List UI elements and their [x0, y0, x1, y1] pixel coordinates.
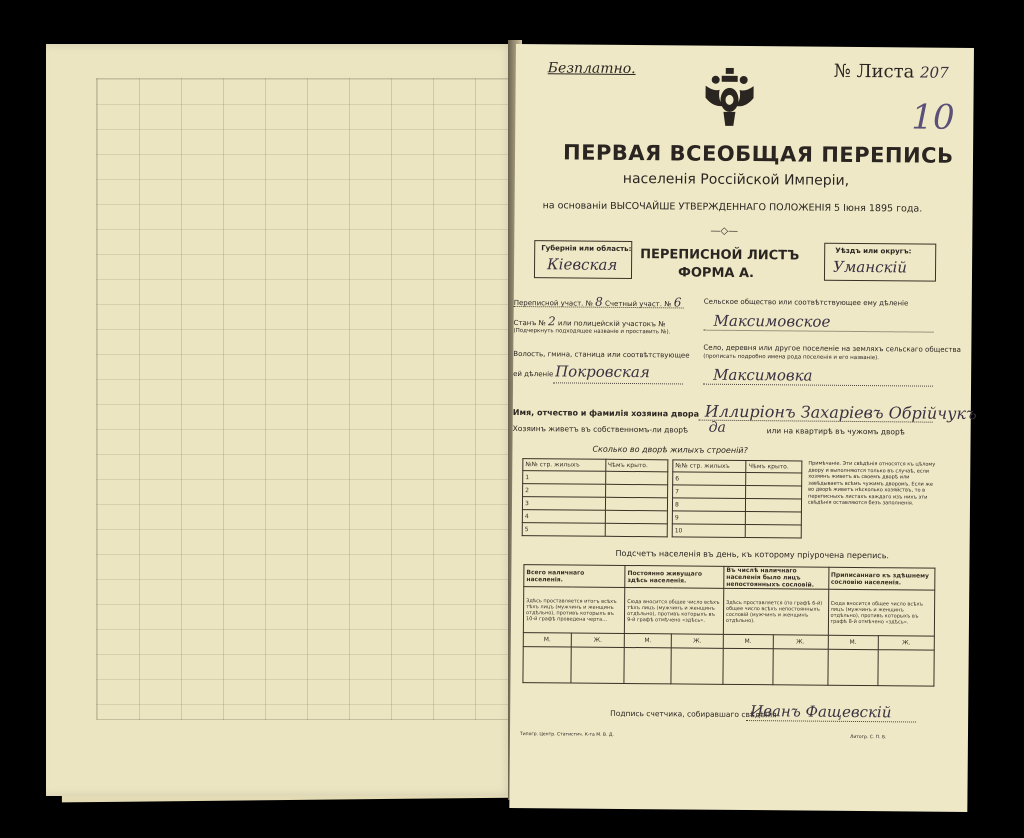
- female-col: Ж.: [773, 635, 828, 649]
- count-header: Всего наличнаго населенія.: [524, 565, 625, 588]
- uezd-label: Уѣздъ или округъ:: [835, 246, 912, 256]
- printer-right: Литогр. С. П. Б.: [849, 734, 887, 741]
- census-district-line: Переписной участ. № 8 Счетный участ. № 6: [513, 294, 682, 310]
- form-title: ПЕРВАЯ ВСЕОБЩАЯ ПЕРЕПИСЬ: [562, 140, 954, 168]
- village-value: Максимовка: [713, 365, 813, 385]
- rent-label: или на квартирѣ въ чужомъ дворѣ: [766, 426, 905, 437]
- row-no: 3: [522, 497, 605, 511]
- volost-value: Покровская: [555, 362, 650, 382]
- census-district-no: 8: [595, 294, 603, 309]
- male-col: М.: [828, 635, 879, 649]
- row-no: 1: [523, 471, 606, 485]
- uezd-value: Уманскій: [832, 257, 908, 277]
- row-no: 4: [522, 510, 605, 524]
- sheet-number-value: 207: [919, 63, 949, 82]
- count-header: Въ числѣ наличнаго населенія было лицъ непостоянныхъ сословій.: [724, 566, 829, 589]
- stan-no: 2: [548, 314, 556, 329]
- row-no: 9: [672, 511, 746, 525]
- buildings-note: Примѣчаніе. Эти свѣдѣнія относятся къ цѣлому двору и выполняются только въ случаѣ, если хозяинъ живетъ въ своемъ дворѣ или завѣдываетъ всѣмъ чужимъ дворомъ. Если же во дворѣ живетъ нѣсколько хозяйствъ, то в переписныхъ листахъ каждаго изъ нихъ эти свѣдѣнія оставляются безъ заполненія.: [807, 460, 936, 507]
- owner-value: Иллиріонъ Захаріевъ Обрійчукъ: [704, 401, 977, 424]
- population-count-table: [522, 564, 935, 687]
- col-no: №№ стр. жилыхъ: [523, 459, 606, 472]
- counting-district-no: 6: [673, 295, 682, 310]
- society-label: Сельское общество или соотвѣтствующее ему дѣленіе: [703, 297, 909, 308]
- form-label-line2: ФОРМА А.: [677, 265, 755, 282]
- census-form-page: [509, 44, 977, 812]
- col-roof: Чѣмъ крыто.: [746, 461, 802, 473]
- stan-line: Станъ № 2 или полицейскій участокъ №: [513, 314, 666, 329]
- rule: [553, 382, 683, 384]
- count-desc: Сюда вносится общее число всѣхъ тѣхъ лицъ (мужчинъ и женщинъ отдѣльно), противъ которыхъ въ 9-й графѣ отмѣчено «здѣсь».: [625, 587, 724, 634]
- male-col: М.: [723, 634, 773, 648]
- row-no: 2: [523, 484, 606, 498]
- society-value: Максимовское: [713, 311, 831, 331]
- free-label: Безплатно.: [547, 60, 636, 78]
- row-no: 7: [673, 485, 747, 499]
- count-header: Постоянно живущаго здѣсь населенія.: [625, 565, 724, 588]
- count-title: Подсчетъ населенія въ день, къ которому пріурочена перепись.: [615, 548, 890, 561]
- own-yard-value: да: [708, 419, 726, 436]
- female-col: Ж.: [878, 636, 934, 650]
- row-no: 8: [672, 498, 746, 512]
- volost-label-2: ей дѣленіе: [513, 369, 554, 379]
- buildings-table-left: [522, 458, 669, 537]
- left-page: [46, 44, 514, 796]
- signature-value: Иванъ Фащевскій: [750, 702, 892, 722]
- village-note: (прописать подробно имена рода поселенія и его названіе).: [703, 353, 880, 362]
- gubernia-box: [534, 240, 632, 279]
- gubernia-label: Губернія или область:: [541, 244, 632, 254]
- row-no: 5: [522, 523, 605, 537]
- rule: [704, 330, 934, 333]
- male-col: М.: [523, 633, 571, 647]
- buildings-question: Сколько во дворѣ жилыхъ строеній?: [592, 444, 748, 456]
- corner-folio-number: 10: [911, 97, 955, 138]
- form-label-line1: ПЕРЕПИСНОЙ ЛИСТЪ: [640, 247, 800, 264]
- uezd-box: [824, 243, 936, 282]
- rule: [746, 720, 916, 722]
- stan-note: (Подчеркнуть подходящее названіе и проставить №).: [513, 327, 671, 336]
- female-col: Ж.: [671, 634, 723, 648]
- form-basis: на основаніи ВЫСОЧАЙШЕ УТВЕРЖДЕННАГО ПОЛОЖЕНІЯ 5 Іюня 1895 года.: [542, 200, 923, 215]
- volost-label: Волость, гмина, станица или соотвѣтствующее: [513, 349, 690, 360]
- count-desc: Сюда вносится общее число всѣхъ лицъ (мужчинъ и женщинъ отдѣльно), противъ которыхъ въ графѣ 8-й отмѣчено «здѣсь».: [828, 589, 935, 636]
- rule: [703, 384, 933, 387]
- count-header: Приписаннаго къ здѣшнему сословію населенія.: [828, 567, 935, 590]
- row-no: 6: [673, 472, 747, 486]
- gubernia-value: Кіевская: [547, 255, 618, 274]
- col-no: №№ стр. жилыхъ: [673, 460, 746, 473]
- village-label: Село, деревня или другое поселеніе на земляхъ сельскаго общества: [703, 343, 961, 354]
- ornament-divider: —◇—: [710, 225, 739, 237]
- form-subtitle: населенія Россійской Имперіи,: [622, 170, 850, 189]
- own-yard-label: Хозяинъ живетъ въ собственномъ-ли дворѣ: [512, 423, 689, 435]
- sheet-number-label: № Листа 207: [833, 60, 949, 83]
- imperial-eagle-emblem: [701, 68, 758, 130]
- col-roof: Чѣмъ крыто.: [605, 459, 668, 472]
- count-desc: Здѣсь проставляется (по графѣ 6-й) общее число всѣхъ непостоянныхъ сословій (мужчинъ и женщинъ отдѣльно).: [723, 588, 828, 635]
- row-no: 10: [672, 524, 746, 538]
- left-page-faded-grid: [96, 78, 510, 720]
- owner-label: Имя, отчество и фамилія хозяина двора: [512, 407, 700, 419]
- male-col: М.: [624, 633, 671, 647]
- count-desc: Здѣсь проставляется итогъ всѣхъ тѣхъ лицъ (мужчинъ и женщинъ отдѣльно), противъ которыхъ въ 10-й графѣ проведена черта...: [523, 587, 625, 634]
- printer-left: Типогр. Центр. Статистич. К-та М. В. Д.: [519, 732, 614, 738]
- buildings-table-right: [672, 459, 803, 538]
- female-col: Ж.: [571, 633, 624, 647]
- signature-label: Подпись счетчика, собиравшаго свѣдѣнія: [610, 708, 777, 720]
